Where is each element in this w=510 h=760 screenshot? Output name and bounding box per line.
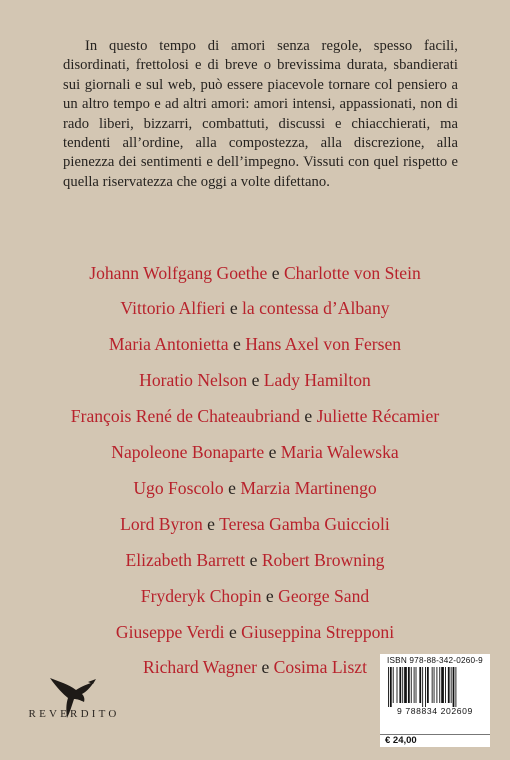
couple-conjunction: e [268,442,277,462]
couple-conjunction: e [304,406,313,426]
couple-row [0,369,510,391]
back-cover-blurb: In questo tempo di amori senza regole, spesso facili, disordinati, frettolosi e di breve o brevissima durata, sbandierati sui giornali e sul web, può essere piacevole tornare col pensiero a un altro tempo e ad altri amori: amori intensi, appassionati, non di rado liberi, bizzarri, combattuti, discussi e chiacchierati, ma tendenti all’ordine, alla compostezza, alla discrezione, alla pienezza dei sentimenti e dell’impegno. Vissuti con quel rispetto e quella riservatezza che oggi a volte difettano. [63,38,458,190]
couple-conjunction: e [265,586,274,606]
couple-name-first: Lord Byron [120,514,203,534]
couple-name-second: George Sand [278,586,370,606]
couple-name-first: Maria Antonietta [108,334,229,354]
couple-row [0,585,510,607]
couple-conjunction: e [229,298,238,318]
couple-row [0,262,510,284]
couple-conjunction: e [228,478,236,498]
barcode-digits: 9 788834 202609 [397,706,473,716]
couple-name-second: Charlotte von Stein [283,263,421,283]
couple-conjunction: e [249,550,258,570]
couple-name-first: Vittorio Alfieri [120,298,226,318]
couple-name-second: Robert Browning [261,550,385,570]
couple-name-first: Napoleone Bonaparte [111,442,265,462]
couple-name-second: Marzia Martinengo [240,478,377,498]
bird-logo-icon [30,662,120,732]
couple-row [0,441,510,463]
couple-row [0,549,510,571]
couple-name-first: Horatio Nelson [139,370,248,390]
couple-name-second: Maria Walewska [280,442,399,462]
couple-row [0,333,510,355]
couple-name-second: la contessa d’Albany [242,298,390,318]
couple-conjunction: e [207,514,215,534]
isbn-label: ISBN 978-88-342-0260-9 [387,656,483,665]
couple-row [0,477,510,499]
couple-name-second: Cosima Liszt [273,657,367,677]
couple-conjunction: e [228,622,237,642]
couple-name-first: Richard Wagner [142,657,258,677]
price-label: € 24,00 [385,735,417,746]
couple-name-second: Juliette Récamier [316,406,440,426]
couple-name-first: Ugo Foscolo [133,478,224,498]
publisher-name: REVERDITO [28,708,120,720]
couple-row [0,513,510,535]
couple-conjunction: e [233,334,241,354]
price-panel [380,734,490,747]
couple-row [0,297,510,319]
couple-name-second: Giuseppina Strepponi [241,622,395,642]
couple-name-first: Johann Wolfgang Goethe [89,263,268,283]
couple-name-second: Lady Hamilton [263,370,371,390]
couple-name-first: François René de Chateaubriand [70,406,300,426]
couple-name-second: Hans Axel von Fersen [245,334,402,354]
couple-name-first: Fryderyk Chopin [140,586,262,606]
couple-name-first: Giuseppe Verdi [115,622,225,642]
couple-name-second: Teresa Gamba Guiccioli [219,514,390,534]
barcode-icon [386,667,484,707]
couple-row [0,405,510,427]
barcode-panel [380,654,490,736]
couple-row [0,621,510,643]
couple-name-first: Elizabeth Barrett [125,550,246,570]
couple-conjunction: e [261,657,270,677]
couple-conjunction: e [271,263,280,283]
couple-conjunction: e [251,370,260,390]
